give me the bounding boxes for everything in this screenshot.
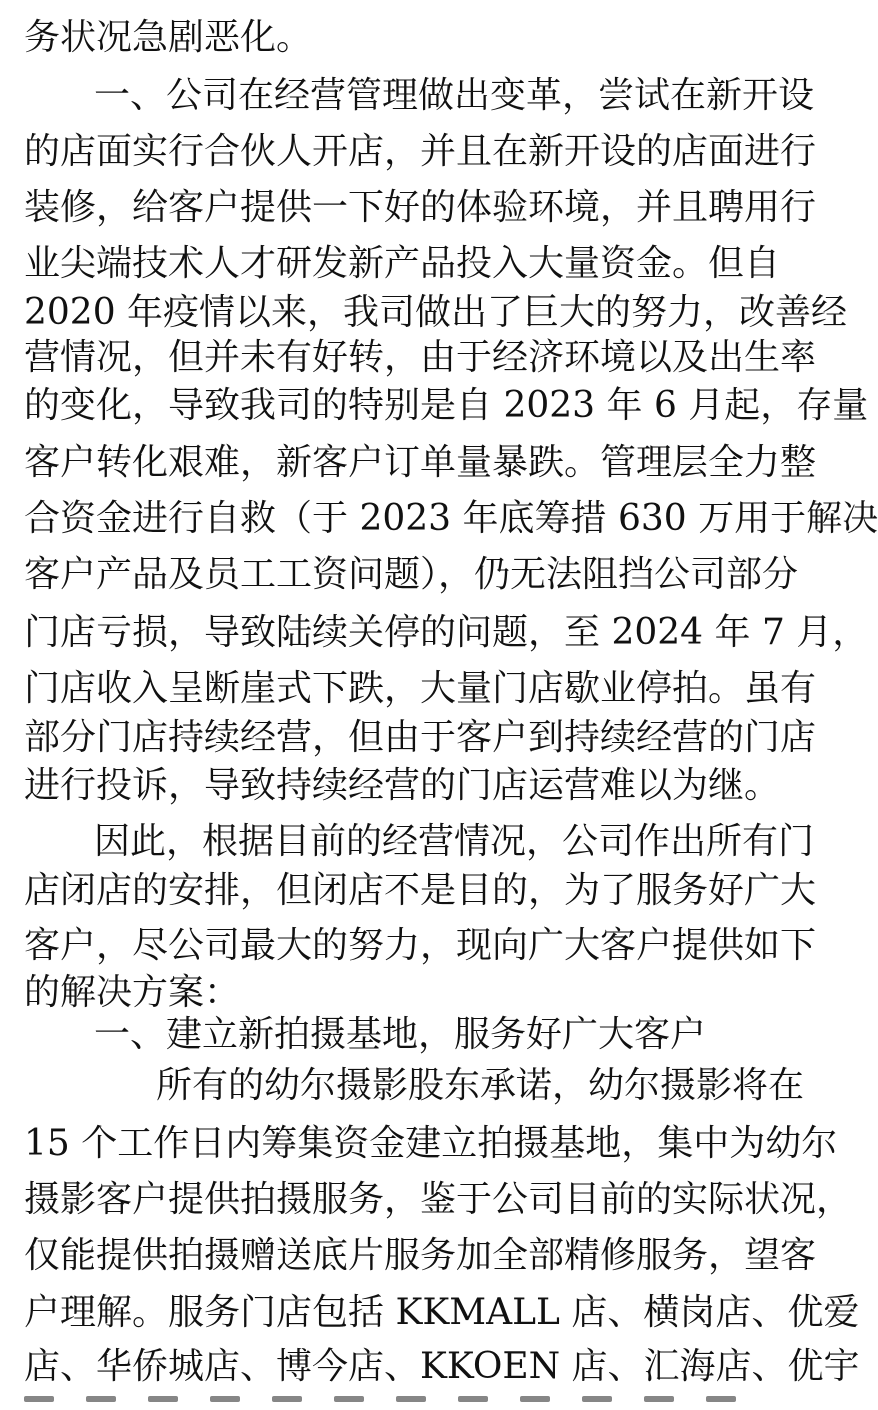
- text-line: 客户转化艰难，新客户订单量暴跌。管理层全力整: [24, 442, 817, 483]
- text-line: 摄影客户提供拍摄服务，鉴于公司目前的实际状况，: [24, 1179, 853, 1220]
- text-line: 客户，尽公司最大的努力，现向广大客户提供如下: [24, 925, 817, 966]
- text-line: 2020 年疫情以来，我司做出了巨大的努力，改善经: [24, 292, 848, 333]
- text-line: 客户产品及员工工资问题），仍无法阻挡公司部分: [24, 554, 799, 595]
- text-line: 店、华侨城店、博今店、KKOEN 店、汇海店、优宇: [24, 1346, 860, 1387]
- text-line: 的解决方案：: [24, 972, 241, 1013]
- text-line: 门店亏损，导致陆续关停的问题，至 2024 年 7 月，: [24, 612, 869, 653]
- text-line: 户理解。服务门店包括 KKMALL 店、横岗店、优爱: [24, 1292, 860, 1333]
- text-line: 一、公司在经营管理做出变革，尝试在新开设: [94, 75, 815, 116]
- text-line: 因此，根据目前的经营情况，公司作出所有门: [94, 821, 815, 862]
- text-line: 所有的幼尔摄影股东承诺，幼尔摄影将在: [156, 1065, 805, 1106]
- text-line: 装修，给客户提供一下好的体验环境，并且聘用行: [24, 187, 817, 228]
- text-line: 合资金进行自救（于 2023 年底筹措 630 万用于解决: [24, 498, 878, 539]
- text-line: 门店收入呈断崖式下跌，大量门店歇业停拍。虽有: [24, 668, 817, 709]
- text-line: 仅能提供拍摄赠送底片服务加全部精修服务，望客: [24, 1235, 817, 1276]
- text-line: 15 个工作日内筹集资金建立拍摄基地，集中为幼尔: [24, 1123, 838, 1164]
- text-line: 的变化，导致我司的特别是自 2023 年 6 月起，存量: [24, 385, 869, 426]
- section-heading: 一、建立新拍摄基地，服务好广大客户: [94, 1014, 707, 1055]
- text-line: 务状况急剧恶化。: [24, 17, 313, 58]
- text-line: 部分门店持续经营，但由于客户到持续经营的门店: [24, 717, 817, 758]
- text-line: 业尖端技术人才研发新产品投入大量资金。但自: [24, 243, 781, 284]
- cropped-text-line: [24, 1396, 770, 1410]
- text-line: 的店面实行合伙人开店，并且在新开设的店面进行: [24, 131, 817, 172]
- text-line: 营情况，但并未有好转，由于经济环境以及出生率: [24, 337, 817, 378]
- text-line: 进行投诉，导致持续经营的门店运营难以为继。: [24, 765, 781, 806]
- text-line: 店闭店的安排，但闭店不是目的，为了服务好广大: [24, 870, 817, 911]
